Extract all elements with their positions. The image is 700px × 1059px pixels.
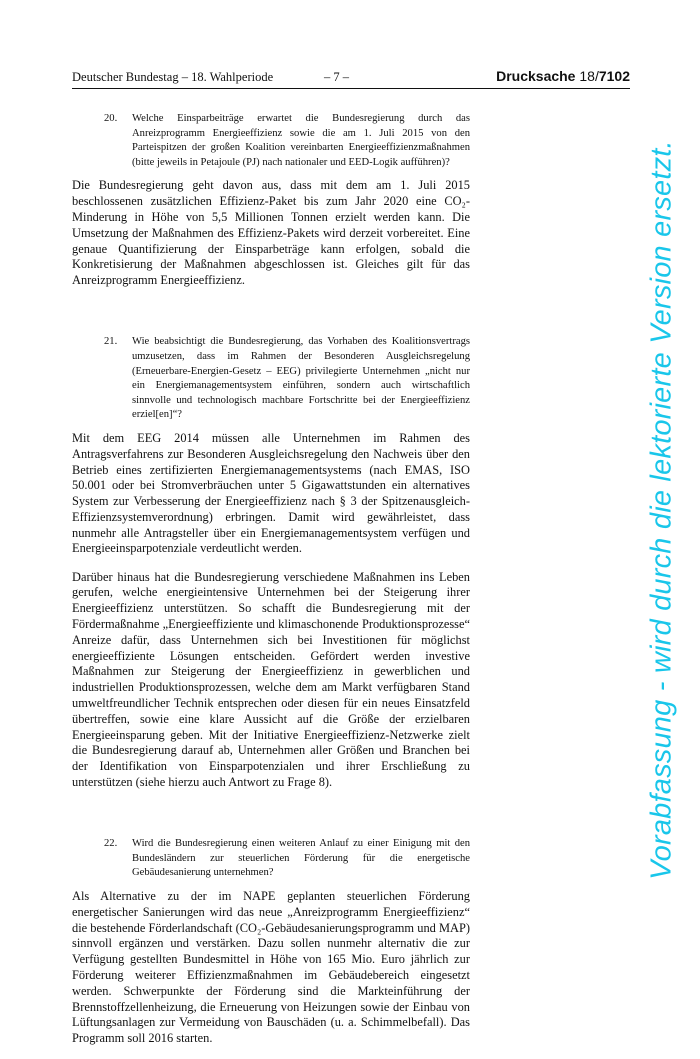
preliminary-version-watermark xyxy=(634,110,690,910)
answer-paragraph: Als Alternative zu der im NAPE geplanten steuerlichen Förderung energetischer Sanierungen wird das neue „Anreizprogramm Energieeffizienz“ die bestehende Förderlandschaft (CO₂-Gebäudesanierungsprogramm und MAP) sinnvoll ergänzen und verstärken. Dazu sollen nunmehr alternativ die zur Verfügung gestellten Bundesmittel in Höhe von 165 Mio. Euro jährlich zur Förderung weiterer Effizienzmaßnahmen im Gebäudebereich eingesetzt werden. Schwerpunkte der Förderung sind die Markteinführung der Brennstoffzellenheizung, die Erneuerung von Heizungen sowie der Einbau von Lüftungsanlagen zur Vermeidung von Bauschäden (u. a. Schimmelbefall). Das Programm soll 2016 starten. xyxy=(72,889,470,1046)
answer-paragraph: Die Bundesregierung geht davon aus, dass mit dem am 1. Juli 2015 beschlossenen zusätzlichen Effizienz-Paket bis zum Jahr 2020 eine CO₂-Minderung in Höhe von 5,5 Millionen Tonnen erzielt werden kann. Die Umsetzung der Maßnahmen des Effizienz-Pakets wird derzeit vorbereitet. Eine genaue Quantifizierung der Einsparbeträge kann erfolgen, sobald die Konkretisierung der Maßnahmen abgeschlossen ist. Gleiches gilt für das Anreizprogramm Energieeffizienz. xyxy=(72,178,470,288)
question-21 xyxy=(72,335,470,423)
answer-paragraph: Mit dem EEG 2014 müssen alle Unternehmen im Rahmen des Antragsverfahrens zur Besonderen Ausgleichsregelung den Nachweis über den Betrieb eines zertifizierten Energiemanagementsystems (nach EMAS, ISO 50.001 oder bei Stromverbräuchen unter 5 Gigawattstunden ein alternatives System zur Verbesserung der Energieeffizienz nach § 3 der Spitzenausgleich-Effizienzsystemverordnung) erbringen. Damit wird gewährleistet, dass nunmehr alle Antragsteller über ein Energiemanagementsystem verfügen und Energieeinsparpotenziale verdeutlicht werden. xyxy=(72,430,470,556)
question-22 xyxy=(72,837,470,881)
question-text: Welche Einsparbeiträge erwartet die Bundesregierung durch das Anreizprogramm Energieeffizienz sowie die am 1. Juli 2015 von den Parteispitzen der großen Koalition vereinbarten Energieeffizienzmaßnahmen (bitte jeweils in Petajoule (PJ) nach nationaler und EED-Logik aufführen)? xyxy=(132,113,470,168)
question-20 xyxy=(72,112,470,170)
question-text: Wird die Bundesregierung einen weiteren Anlauf zu einer Einigung mit den Bundesländern zur steuerlichen Förderung für die energetische Gebäudesanierung unternehmen? xyxy=(132,838,470,879)
page-header xyxy=(72,70,630,88)
parliament-label: Deutscher Bundestag – 18. Wahlperiode xyxy=(72,70,274,84)
doc-label: Drucksache xyxy=(496,68,576,84)
question-text: Wie beabsichtigt die Bundesregierung, das Vorhaben des Koalitionsvertrags umzusetzen, dass im Rahmen der Besonderen Ausgleichsregelung (Erneuerbare-Energien-Gesetz – EEG) privilegierte Unternehmen „nicht nur ein Energiemanagementsystem einführen, sondern auch wirtschaftlich sinnvolle und technologisch machbare Fortschritte bei der Energieeffizienz erziel[en]“? xyxy=(132,336,470,421)
document-number xyxy=(496,68,630,84)
watermark-text: Vorabfassung - wird durch die lektorierte Version ersetzt. xyxy=(645,140,678,880)
doc-number: 7102 xyxy=(598,68,630,84)
question-number: 20. xyxy=(104,113,118,124)
page-number: – 7 – xyxy=(324,70,349,84)
header-rule xyxy=(72,88,630,89)
question-number: 22. xyxy=(104,838,118,850)
question-number: 21. xyxy=(104,336,118,348)
page-content xyxy=(72,112,470,1059)
answer-paragraph: Darüber hinaus hat die Bundesregierung verschiedene Maßnahmen ins Leben gerufen, welche energieintensive Unternehmen bei der Steigerung ihrer Energieeffizienz unterstützen. So schafft die Bundesregierung mit der Fördermaßnahme „Energieeffiziente und klimaschonende Produktionsprozesse“ Anreize dafür, dass Unternehmen sich bei Investitionen für möglichst energieeffiziente Lösungen entscheiden. Gefördert werden investive Maßnahmen zur Steigerung der Energieeffizienz in gewerblichen und industriellen Produktionsprozessen, welche dem am Markt verfügbaren Stand umweltfreundlicher Technik entsprechen oder diesen für ein neues Einsatzfeld übertreffen, sowie eine klare Aussicht auf die Größe der erzielbaren Energieeinsparung geben. Mit der Initiative Energieeffizienz-Netzwerke zielt die Bundesregierung darauf ab, Unternehmen aller Größen und Branchen bei der Identifikation von Einsparpotenzialen und ihrer Erschließung zu unterstützen (siehe hierzu auch Antwort zu Frage 8). xyxy=(72,569,470,790)
doc-number-prefix: 18/ xyxy=(579,68,599,84)
